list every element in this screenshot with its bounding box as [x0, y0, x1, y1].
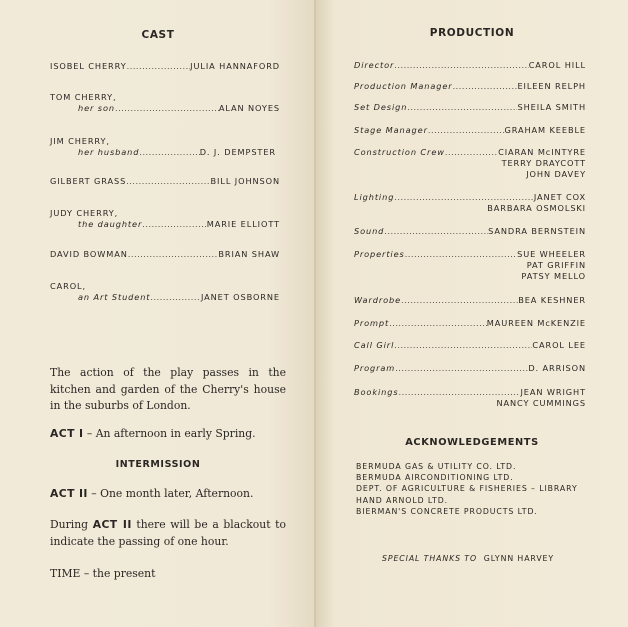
cast-actor: BRIAN SHAW	[218, 249, 280, 259]
production-entry	[354, 226, 586, 237]
time-text: – the present	[83, 567, 156, 580]
cast-entry	[50, 249, 280, 260]
production-name: JEAN WRIGHT	[520, 387, 586, 397]
production-name: SANDRA BERNSTEIN	[488, 226, 586, 236]
acknowledgement-item: BERMUDA GAS & UTILITY CO. LTD.	[356, 462, 517, 471]
production-name: JOHN DAVEY	[526, 169, 586, 179]
production-name: JANET COX	[533, 192, 586, 202]
blackout-pre: During	[50, 518, 89, 531]
production-entry	[354, 60, 586, 71]
cast-role: GILBERT GRASS	[50, 176, 127, 186]
acknowledgement-item: HAND ARNOLD LTD.	[356, 495, 448, 505]
acknowledgement-item: DEPT. OF AGRICULTURE & FISHERIES – LIBRARY	[356, 484, 578, 494]
production-entry	[354, 147, 586, 180]
act1-line	[50, 426, 290, 443]
production-entry	[354, 387, 586, 409]
production-entry	[354, 363, 586, 374]
production-entry	[354, 340, 586, 351]
production-name: BEA KESHNER	[518, 295, 586, 305]
cast-entry	[50, 208, 280, 230]
cast-role-desc: an Art Student	[78, 292, 151, 302]
production-name: PATSY MELLO	[521, 271, 586, 281]
acknowledgement-item: BIERMAN'S CONCRETE PRODUCTS LTD.	[356, 506, 538, 516]
act2-line	[50, 486, 290, 503]
production-role: Call Girl	[354, 340, 395, 350]
production-heading: PRODUCTION	[429, 27, 515, 39]
production-role: Stage Manager	[354, 125, 428, 135]
production-name: SUE WHEELER	[517, 249, 586, 259]
cast-entry	[50, 92, 280, 114]
production-entry	[354, 192, 586, 214]
production-name: CIARAN McINTYRE	[498, 147, 586, 157]
production-name: NANCY CUMMINGS	[496, 398, 586, 408]
act1-text: – An afternoon in early Spring.	[86, 427, 256, 440]
cast-role: JIM CHERRY,	[50, 136, 110, 146]
cast-role: TOM CHERRY,	[50, 92, 117, 102]
cast-heading: CAST	[141, 29, 175, 41]
production-role: Construction Crew	[354, 147, 445, 157]
cast-entry	[50, 281, 280, 303]
production-entry	[354, 102, 586, 113]
setting-paragraph: The action of the play passes in the kitchen and garden of the Cherry's house in the suburbs of London.	[50, 366, 286, 412]
production-name: PAT GRIFFIN	[526, 260, 586, 270]
acknowledgements-heading: ACKNOWLEDGEMENTS	[405, 437, 539, 448]
production-role: Set Design	[354, 102, 408, 112]
production-name: GRAHAM KEEBLE	[504, 125, 586, 135]
production-role: Program	[354, 363, 396, 373]
act1-label: ACT I	[50, 427, 84, 440]
act2-label: ACT II	[50, 487, 88, 500]
production-role: Wardrobe	[354, 295, 402, 305]
cast-role: ISOBEL CHERRY	[50, 61, 127, 71]
thanks-label: SPECIAL THANKS TO	[382, 554, 478, 563]
acknowledgements-list	[356, 461, 578, 517]
cast-actor: JANET OSBORNE	[200, 292, 280, 302]
production-name: CAROL LEE	[532, 340, 586, 350]
production-name: MAUREEN McKENZIE	[486, 318, 586, 328]
blackout-act-label: ACT II	[92, 518, 132, 531]
production-entry	[354, 81, 586, 92]
production-role: Properties	[354, 249, 405, 259]
cast-role: JUDY CHERRY,	[50, 208, 119, 218]
cast-entry	[50, 136, 276, 158]
production-role: Production Manager	[354, 81, 453, 91]
production-name: CAROL HILL	[528, 60, 586, 70]
acknowledgement-item: BERMUDA AIRCONDITIONING LTD.	[356, 473, 514, 483]
special-thanks	[382, 554, 554, 563]
blackout-paragraph	[50, 517, 286, 550]
production-entry	[354, 125, 586, 136]
intermission-heading: INTERMISSION	[115, 459, 201, 470]
cast-actor: JULIA HANNAFORD	[190, 61, 280, 71]
cast-role: CAROL,	[50, 281, 87, 291]
thanks-name: GLYNN HARVEY	[483, 554, 555, 563]
cast-actor: D. J. DEMPSTER	[199, 147, 276, 157]
cast-role-desc: the daughter	[78, 219, 143, 229]
time-line	[50, 566, 290, 583]
time-label: TIME	[50, 567, 81, 580]
production-name: TERRY DRAYCOTT	[501, 158, 586, 168]
production-name: EILEEN RELPH	[517, 81, 586, 91]
right-page	[316, 0, 628, 627]
blackout-post: there will be a blackout to indicate the passing of one hour.	[50, 518, 287, 548]
cast-entry	[50, 61, 280, 72]
cast-actor: BILL JOHNSON	[210, 176, 280, 186]
production-name: D. ARRISON	[528, 363, 586, 373]
production-role: Director	[354, 60, 395, 70]
production-name: SHEILA SMITH	[517, 102, 586, 112]
act2-text: – One month later, Afternoon.	[91, 487, 254, 500]
cast-actor: ALAN NOYES	[218, 103, 280, 113]
production-entry	[354, 318, 586, 329]
production-entry	[354, 249, 586, 282]
production-role: Lighting	[354, 192, 395, 202]
cast-role-desc: her husband	[78, 147, 140, 157]
production-role: Sound	[354, 226, 385, 236]
production-role: Prompt	[354, 318, 390, 328]
production-name: BARBARA OSMOLSKI	[487, 203, 586, 213]
production-entry	[354, 295, 586, 306]
cast-entry	[50, 176, 280, 187]
production-role: Bookings	[354, 387, 399, 397]
cast-role: DAVID BOWMAN	[50, 249, 128, 259]
cast-actor: MARIE ELLIOTT	[206, 219, 280, 229]
cast-role-desc: her son	[78, 103, 115, 113]
